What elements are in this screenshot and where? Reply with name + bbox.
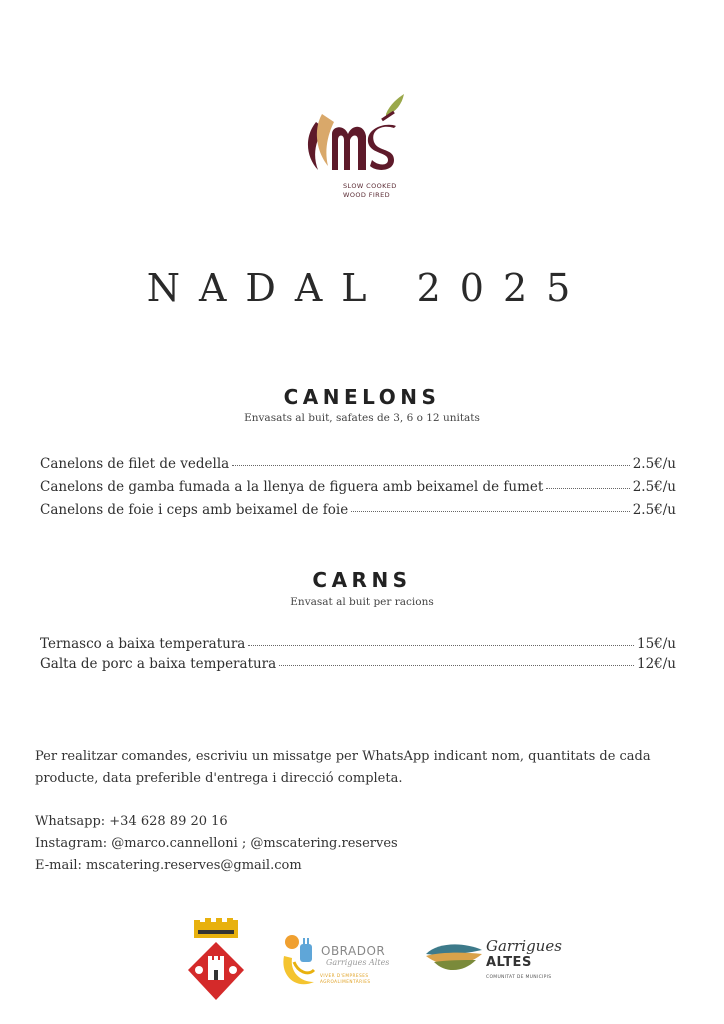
obrador-name: OBRADOR <box>321 944 386 958</box>
garrigues-name: Garrigues <box>486 937 562 955</box>
obrador-figure-icon <box>280 932 322 990</box>
crest-icon <box>186 918 250 1004</box>
garrigues-altes: ALTES <box>486 955 532 970</box>
leader-dots <box>232 464 629 466</box>
carns-title: CARNS <box>312 568 412 592</box>
order-instructions: Per realitzar comandes, escriviu un missatge per WhatsApp indicant nom, quantitats de cada producte, data preferible d'entrega i direcció completa. <box>35 749 651 786</box>
leader-dots <box>248 644 634 646</box>
contact-email: E-mail: mscatering.reserves@gmail.com <box>35 858 302 873</box>
item-name: Galta de porc a baixa temperatura <box>40 656 277 672</box>
menu-item <box>40 479 676 495</box>
canelons-subtitle: Envasats al buit, safates de 3, 6 o 12 unitats <box>244 412 480 424</box>
item-price: 12€/u <box>636 656 676 672</box>
contact-instagram: Instagram: @marco.cannelloni ; @mscatering.reserves <box>35 836 398 851</box>
page-title: NADAL 2025 <box>146 266 590 310</box>
ms-logo-icon <box>298 92 428 182</box>
item-price: 15€/u <box>636 636 676 652</box>
item-price: 2.5€/u <box>632 502 676 518</box>
municipal-crest <box>186 918 250 1008</box>
garrigues-desc: COMUNITAT DE MUNICIPIS <box>486 975 552 980</box>
leader-dots <box>279 664 634 666</box>
tagline-line1: SLOW COOKED <box>343 182 397 190</box>
item-name: Canelons de foie i ceps amb beixamel de foie <box>40 502 349 518</box>
menu-item <box>40 636 676 652</box>
leader-dots <box>351 510 629 512</box>
tagline-line2: WOOD FIRED <box>343 190 391 199</box>
item-price: 2.5€/u <box>632 479 676 495</box>
obrador-desc: VIVER D'EMPRESES AGROALIMENTÀRIES <box>320 973 371 984</box>
item-name: Canelons de filet de vedella <box>40 456 230 472</box>
contact-whatsapp: Whatsapp: +34 628 89 20 16 <box>35 814 228 829</box>
leader-dots <box>546 487 629 489</box>
menu-item <box>40 502 676 518</box>
menu-item <box>40 456 676 472</box>
obrador-subname: Garrigues Altes <box>326 958 390 967</box>
canelons-title: CANELONS <box>283 385 441 409</box>
brand-tagline <box>343 182 397 199</box>
garrigues-logo <box>424 940 484 980</box>
item-price: 2.5€/u <box>632 456 676 472</box>
carns-subtitle: Envasat al buit per racions <box>290 596 434 608</box>
garrigues-leaf-icon <box>424 940 484 976</box>
item-name: Canelons de gamba fumada a la llenya de figuera amb beixamel de fumet <box>40 479 544 495</box>
item-name: Ternasco a baixa temperatura <box>40 636 246 652</box>
menu-item <box>40 656 676 672</box>
